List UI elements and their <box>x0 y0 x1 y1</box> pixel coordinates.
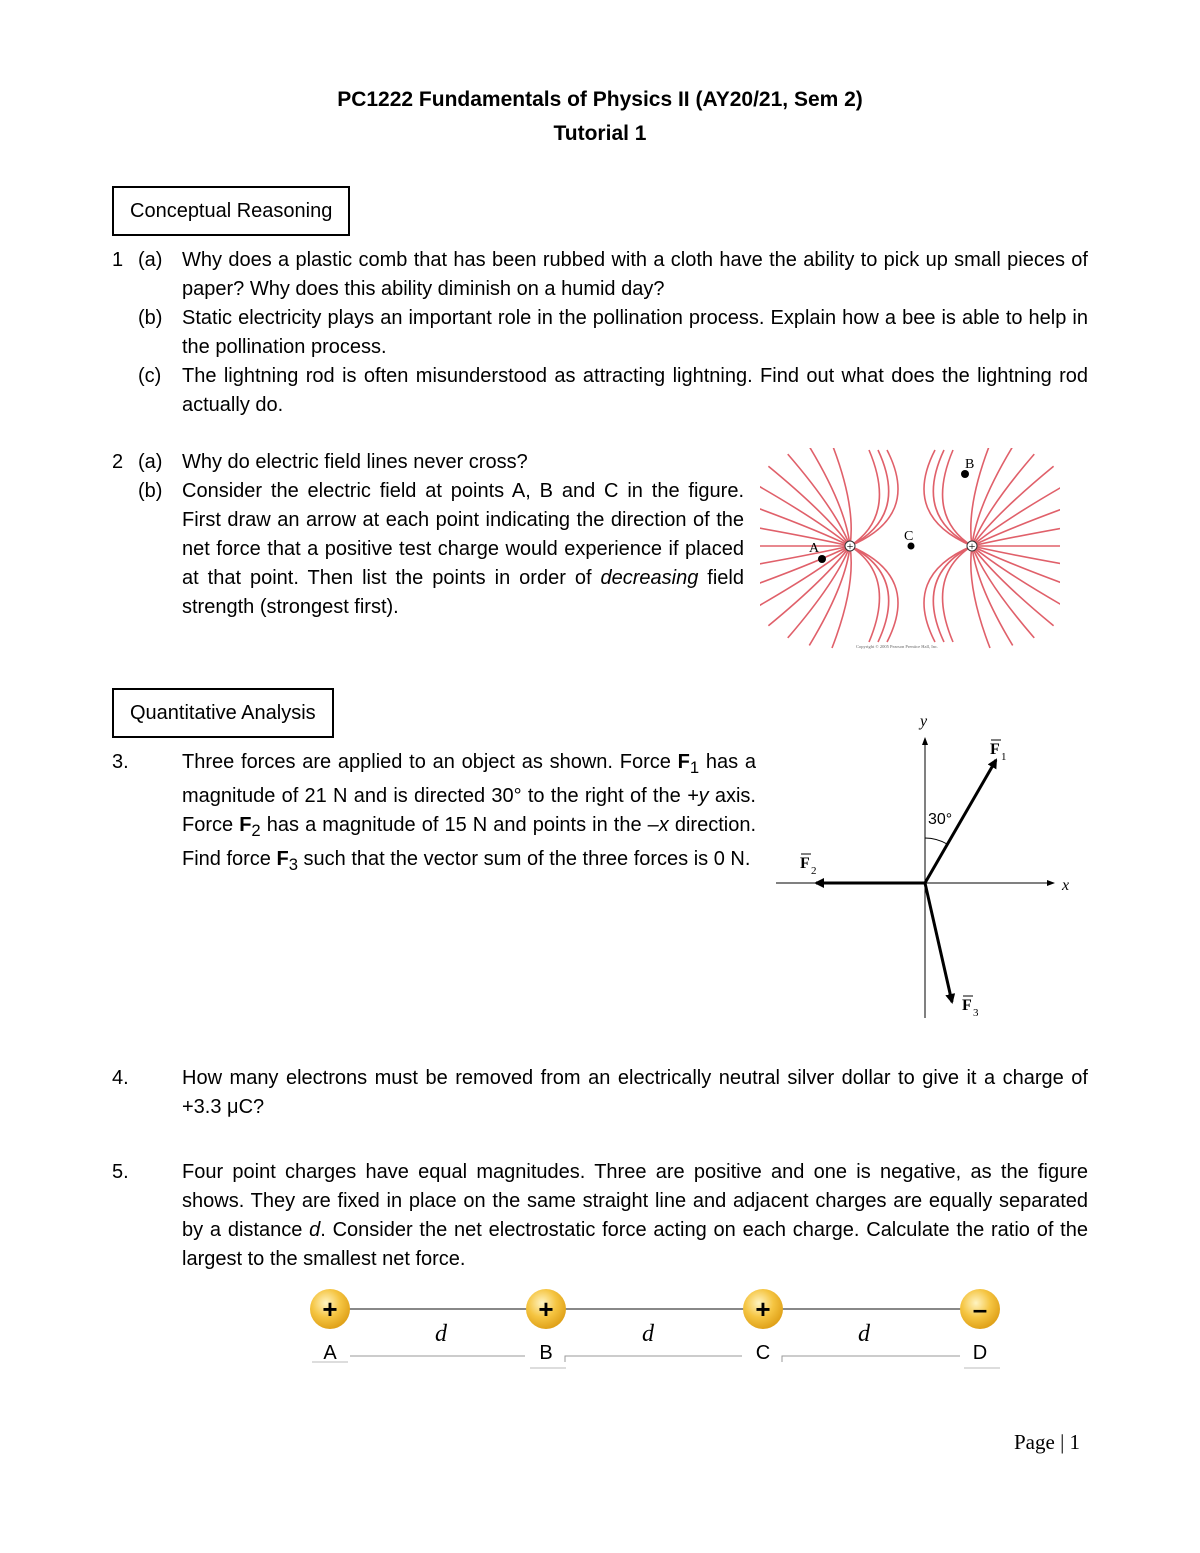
question-4-number: 4. <box>112 1067 129 1089</box>
page-title: PC1222 Fundamentals of Physics II (AY20/21, Sem 2) <box>337 88 863 111</box>
q1c-label: (c) <box>138 365 162 387</box>
question-5-number: 5. <box>112 1161 129 1183</box>
f2-label <box>800 854 817 877</box>
q3-text: Three forces are applied to an object as shown. Force $F_1$ has a magnitude of 21 N and is directed 30° to the right of the +y axis. Force $F_2$ has a magnitude of 15 N and points in the –x direction. Find force $F_3$ such that the vector sum of the three forces is 0 N. <box>182 751 756 874</box>
svg-text:F: F <box>800 855 810 872</box>
svg-text:+: + <box>968 539 976 553</box>
separation-label-ab: d <box>435 1321 447 1347</box>
separation-label-cd: d <box>858 1321 870 1347</box>
question-1-number: 1 <box>112 249 124 271</box>
q4-text: How many electrons must be removed from an electrically neutral silver dollar to give it a charge of +3.3 μC? <box>182 1067 1088 1118</box>
section-label-conceptual: Conceptual Reasoning <box>112 186 350 236</box>
separation-label-bc: d <box>642 1321 654 1347</box>
y-axis-label: y <box>920 713 928 730</box>
point-b-label: B <box>965 457 975 472</box>
svg-text:+: + <box>322 1294 338 1324</box>
svg-text:F: F <box>962 997 972 1014</box>
point-charges-diagram <box>290 1282 1020 1378</box>
q2a-text: Why do electric field lines never cross? <box>182 451 528 473</box>
field-line <box>760 502 850 546</box>
q1b-label: (b) <box>138 307 163 329</box>
q2a-label: (a) <box>138 451 163 473</box>
svg-text:–: – <box>972 1294 988 1324</box>
field-line <box>850 450 889 546</box>
svg-text:+: + <box>538 1294 554 1324</box>
point-a-label: A <box>809 541 820 556</box>
page-number: Page | 1 <box>1014 1430 1081 1454</box>
svg-text:+: + <box>846 539 854 553</box>
charge-d-label: D <box>972 1342 988 1364</box>
field-line <box>933 546 972 642</box>
electric-field-diagram <box>760 448 1060 652</box>
question-3-number: 3. <box>112 751 129 773</box>
question-2-number: 2 <box>112 451 124 473</box>
field-line <box>768 466 850 546</box>
svg-text:+: + <box>755 1294 771 1324</box>
charge-c <box>743 1289 783 1364</box>
charge-b-label: B <box>539 1342 553 1364</box>
svg-text:2: 2 <box>811 865 817 877</box>
q2b-label: (b) <box>138 480 163 502</box>
charge-c-label: C <box>755 1342 771 1364</box>
svg-text:F: F <box>990 741 1000 758</box>
positive-charge-left <box>845 539 855 553</box>
x-axis-label: x <box>1062 877 1070 894</box>
section-label-quantitative: Quantitative Analysis <box>112 688 334 738</box>
charge-d <box>960 1289 1000 1364</box>
field-line <box>832 448 851 546</box>
charge-a-label: A <box>323 1342 337 1364</box>
q2b-text: Consider the electric field at points A, B and C in the figure. First draw an arrow at each point indicating the direction of the net force that a positive test charge would experience if placed at that point. Then list the points in order of decreasing field strength (strongest first). <box>182 480 744 618</box>
charge-a <box>310 1289 350 1364</box>
f3-label <box>962 996 979 1019</box>
field-line <box>972 546 1054 626</box>
field-line <box>972 546 1060 590</box>
field-line <box>972 466 1054 546</box>
field-line <box>760 546 850 590</box>
field-line <box>850 546 889 642</box>
page-subtitle: Tutorial 1 <box>553 122 647 145</box>
q5-text: Four point charges have equal magnitudes. Three are positive and one is negative, as the figure shows. They are fixed in place on the same straight line and adjacent charges are equally separated by a distance d. Consider the net electrostatic force acting on each charge. Calculate the ratio of the largest to the smallest net force. <box>182 1161 1088 1270</box>
charge-b <box>526 1289 566 1364</box>
angle-label: 30° <box>928 811 953 828</box>
copyright-text: Copyright © 2005 Pearson Prentice Hall, Inc. <box>856 644 939 649</box>
q1a-label: (a) <box>138 249 163 271</box>
svg-text:3: 3 <box>973 1007 979 1019</box>
q1c-text: The lightning rod is often misunderstood as attracting lightning. Find out what does the lightning rod actually do. <box>182 365 1088 416</box>
bracket-ends <box>312 1362 1000 1368</box>
distance-brackets <box>350 1356 960 1362</box>
point-a-dot <box>818 555 826 563</box>
field-line <box>768 546 850 626</box>
f1-label <box>990 740 1007 763</box>
svg-text:1: 1 <box>1001 751 1007 763</box>
q1b-text: Static electricity plays an important role in the pollination process. Explain how a bee is able to help in the pollination process. <box>182 307 1088 358</box>
q1a-text: Why does a plastic comb that has been rubbed with a cloth have the ability to pick up small pieces of paper? Why does this ability diminish on a humid day? <box>182 249 1088 300</box>
force-vector-diagram <box>770 700 1080 1030</box>
point-c-label: C <box>904 529 914 544</box>
f3-vector <box>925 883 952 1002</box>
field-line <box>972 502 1060 546</box>
angle-arc <box>925 838 947 844</box>
